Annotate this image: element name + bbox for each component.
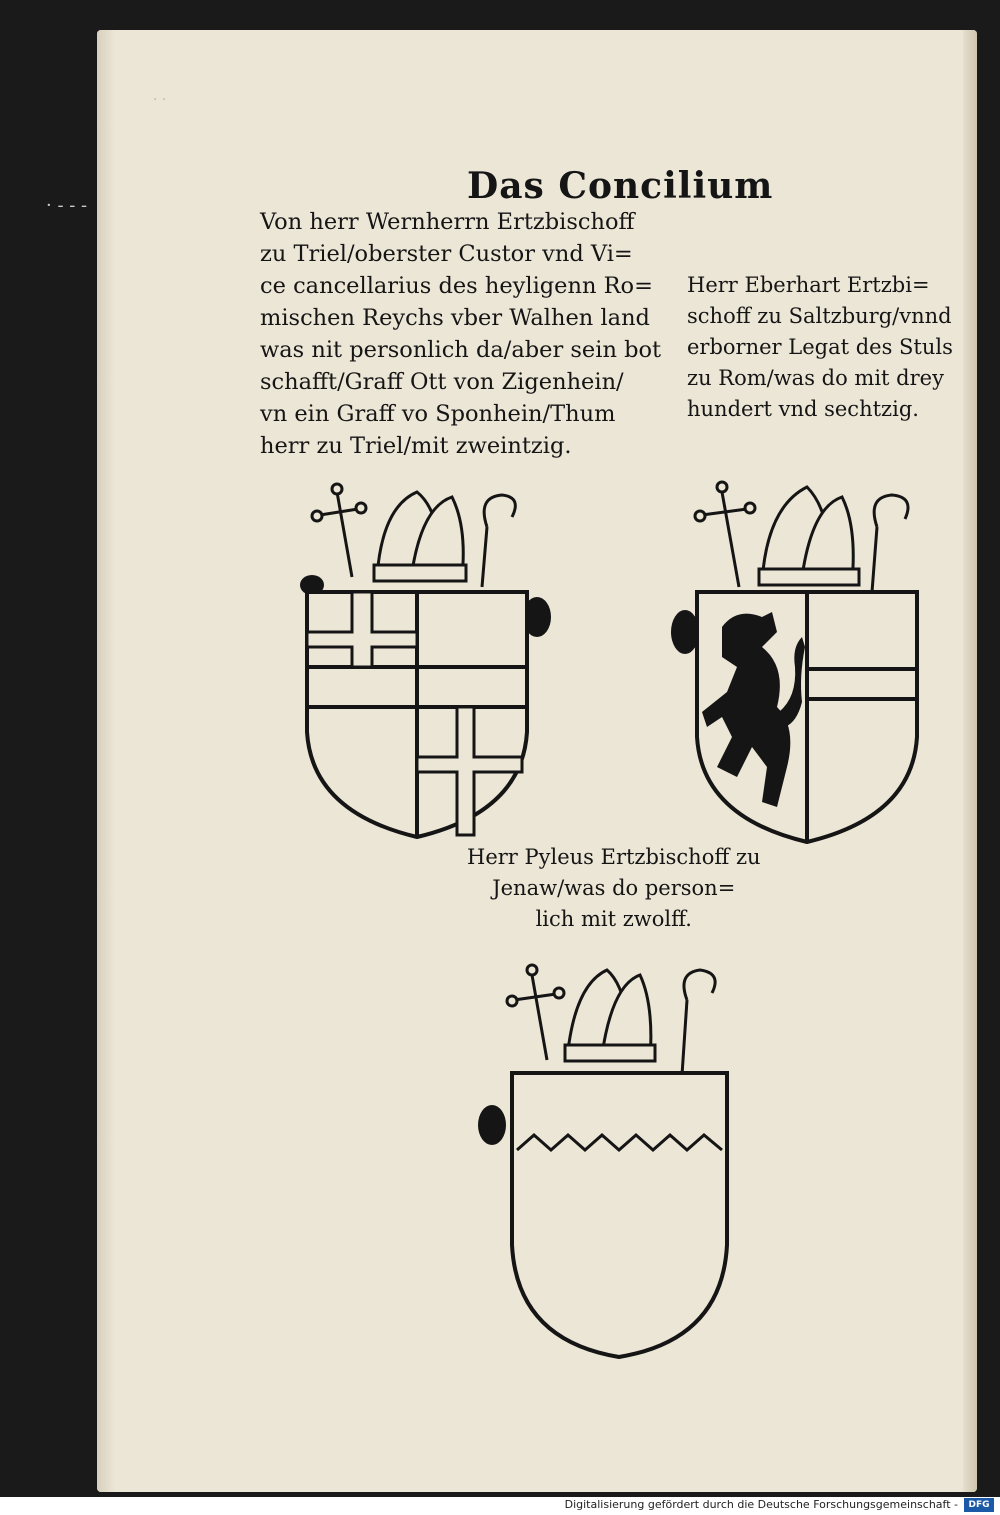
coat-of-arms-genoa [482, 945, 752, 1365]
text-line: schoff zu Saltzburg/vnnd [687, 304, 952, 328]
text-line: ce cancellarius des heyligenn Ro= [260, 273, 653, 299]
margin-mark: · - - - [46, 195, 88, 216]
coat-of-arms-salzburg [667, 467, 957, 847]
tassel-icon [478, 1105, 506, 1145]
text-line: erborner Legat des Stuls [687, 335, 953, 359]
mitre-icon [374, 492, 466, 581]
text-line: Von herr Wernherrn Ertzbischoff [260, 209, 635, 235]
text-line: vn ein Graff vo Sponhein/Thum [260, 401, 616, 427]
page-gutter [97, 30, 115, 1492]
crozier-icon [482, 495, 515, 587]
margin-mark: · · [153, 92, 167, 108]
footer-credit: Digitalisierung gefördert durch die Deutsche Forschungsgemeinschaft - [564, 1498, 958, 1511]
crozier-icon [682, 970, 715, 1075]
mitre-icon [565, 970, 655, 1061]
entry-trier [260, 206, 661, 462]
entry-salzburg [687, 270, 953, 425]
text-line: hundert vnd sechtzig. [687, 397, 919, 421]
text-line: mischen Reychs vber Walhen land [260, 305, 650, 331]
text-line: lich mit zwolff. [535, 907, 692, 931]
cross-staff-icon [507, 965, 564, 1060]
mitre-icon [759, 487, 859, 585]
shield [512, 1073, 727, 1357]
cross-staff-icon [695, 482, 755, 587]
book-page [97, 30, 977, 1492]
shield [307, 592, 527, 837]
tassel-icon [671, 610, 699, 654]
text-line: schafft/Graff Ott von Zigenhein/ [260, 369, 624, 395]
coat-of-arms-trier [292, 467, 572, 847]
text-line: was nit personlich da/aber sein bot [260, 337, 662, 363]
page-title: Das Concilium [467, 165, 774, 207]
text-line: Herr Pyleus Ertzbischoff zu [467, 845, 761, 869]
footer-bar [0, 1497, 1000, 1515]
text-line: herr zu Triel/mit zweintzig. [260, 433, 572, 459]
text-line: zu Triel/oberster Custor vnd Vi= [260, 241, 633, 267]
crozier-icon [872, 495, 908, 592]
dfg-logo-icon: DFG [964, 1498, 994, 1512]
page-edge [963, 30, 977, 1492]
text-line: Herr Eberhart Ertzbi= [687, 273, 930, 297]
text-line: zu Rom/was do mit drey [687, 366, 944, 390]
entry-genoa [467, 842, 761, 935]
cross-staff-icon [312, 484, 366, 577]
text-line: Jenaw/was do person= [492, 876, 736, 900]
